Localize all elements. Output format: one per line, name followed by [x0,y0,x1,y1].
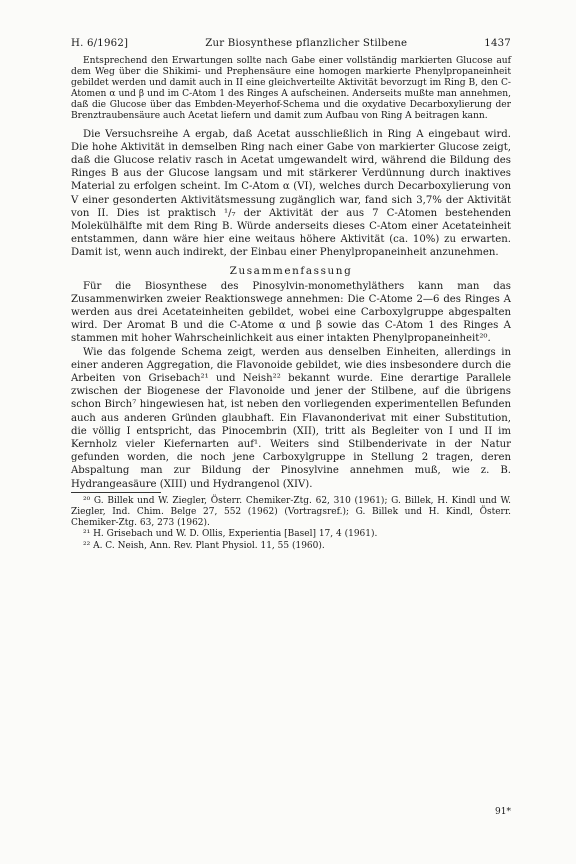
body-paragraph-2: Für die Biosynthese des Pinosylvin-monomethyläthers kann man das Zusammenwirken zweier Reaktionswege annehmen: Die C-Atome 2—6 des Ringes A werden aus drei Acetateinheiten gebildet, wobei eine Carboxylgruppe abgespalten wird. Der Aromat B und die C-Atome α und β sowie das C-Atom 1 des Ringes A stammen mit hoher Wahrscheinlichkeit aus einer intakten Phenylpropaneinheit²⁰. [71,280,511,345]
body-paragraph-3: Wie das folgende Schema zeigt, werden aus denselben Einheiten, allerdings in einer anderen Aggregation, die Flavonoide gebildet, wie dies insbesondere durch die Arbeiten von Grisebach²¹ und Neish²² bekannt wurde. Eine derartige Parallele zwischen der Biogenese der Flavonoide und jener der Stilbene, auf die übrigens schon Birch⁷ hingewiesen hat, ist neben den vorliegenden experimentellen Befunden auch aus anderen Gründen glaubhaft. Ein Flavanonderivat mit einer Substitution, die völlig I entspricht, das Pinocembrin (XII), tritt als Begleiter von I und II im Kernholz vieler Kiefernarten auf¹. Weiters sind Stilbenderivate in der Natur gefunden worden, die noch jene Carboxylgruppe in Stellung 2 tragen, deren Abspaltung man zur Bildung der Pinosylvine annehmen muß, wie z. B. Hydrangeasäure (XIII) und Hydrangenol (XIV). [71,346,511,490]
section-title-zusammenfassung: Zusammenfassung [229,264,353,277]
footnote-22: ²² A. C. Neish, Ann. Rev. Plant Physiol. 11, 55 (1960). [83,540,325,551]
header-issue: H. 6/1962] [71,38,129,49]
header-title: Zur Biosynthese pflanzlicher Stilbene [205,38,408,49]
body-paragraph-1: Die Versuchsreihe A ergab, daß Acetat ausschließlich in Ring A eingebaut wird. Die hohe Aktivität in demselben Ring nach einer Gabe von markierter Glucose zeigt, daß die Glucose relativ rasch in Acetat umgewandelt wird, während die Bildung des Ringes B aus der Glucose langsam und mit stärkerer Verdünnung durch inaktives Material zu erfolgen scheint. Im C-Atom α (VI), welches durch Decarboxylierung von V einer gesonderten Aktivitätsmessung zugänglich war, fand sich 3,7% der Aktivität von II. Dies ist praktisch ¹/₇ der Aktivität der aus 7 C-Atomen bestehenden Molekülhälfte mit dem Ring B. Würde anderseits dieses C-Atom einer Acetateinheit entstammen, dann wäre hier eine weitaus höhere Aktivität (ca. 10%) zu erwarten. Damit ist, wenn auch indirekt, der Einbau einer Phenylpropaneinheit anzunehmen. [71,128,511,259]
page-signature: 91* [495,807,511,817]
footnote-divider [71,492,161,493]
footnote-21: ²¹ H. Grisebach und W. D. Ollis, Experientia [Basel] 17, 4 (1961). [83,529,378,540]
running-header [71,38,511,56]
header-page-number: 1437 [484,38,511,49]
footnote-20: ²⁰ G. Billek und W. Ziegler, Österr. Chemiker-Ztg. 62, 310 (1961); G. Billek, H. Kindl und W. Ziegler, Ind. Chim. Belge 27, 552 (1962) (Vortragsref.); G. Billek und H. Kindl, Österr. Chemiker-Ztg. 63, 273 (1962). [71,495,511,529]
page [71,38,511,552]
small-print-paragraph: Entsprechend den Erwartungen sollte nach Gabe einer vollständig markierten Glucose auf dem Weg über die Shikimi- und Prephensäure eine homogen markierte Phenylpropaneinheit gebildet werden und damit auch in II eine gleichverteilte Aktivität bevorzugt im Ring B, den C-Atomen α und β und im C-Atom 1 des Ringes A aufscheinen. Anderseits mußte man annehmen, daß die Glucose über das Embden-Meyerhof-Schema und die oxydative Decarboxylierung der Brenztraubensäure auch Acetat liefern und damit zum Aufbau von Ring A beitragen kann. [71,56,511,122]
